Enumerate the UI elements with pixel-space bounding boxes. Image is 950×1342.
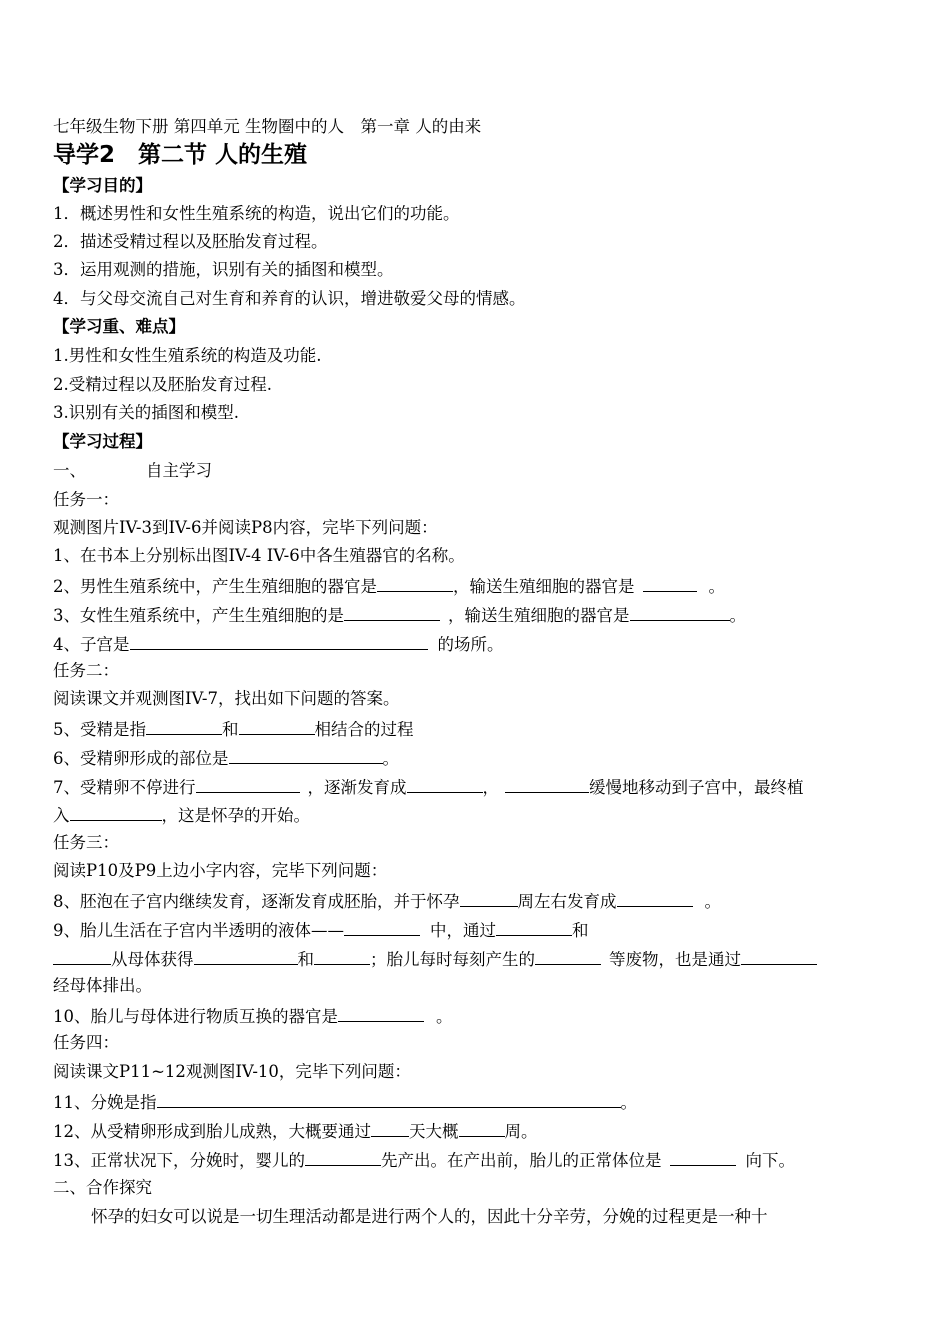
q7-text-d: 缓慢地移动到子宫中，最终植 (589, 778, 804, 797)
q8-text-b: 周左右发育成 (517, 892, 617, 911)
goal-2: 2．描述受精过程以及胚胎发育过程。 (53, 232, 328, 251)
question-12 (53, 1119, 910, 1143)
q9-text-e: 和 (297, 950, 314, 969)
q13-blank-1[interactable] (305, 1148, 381, 1166)
q9-text-b: 中，通过 (430, 921, 496, 940)
q5-text-a: 5、受精是指 (53, 720, 146, 739)
question-6 (53, 746, 910, 770)
q13-text-a: 13、正常状况下，分娩时，婴儿的 (53, 1151, 305, 1170)
question-13 (53, 1148, 910, 1172)
q9-blank-2[interactable] (496, 918, 572, 936)
q3-text-c: 。 (729, 606, 746, 625)
question-7 (53, 775, 910, 799)
q7-blank-4[interactable] (70, 803, 162, 821)
q7-text-c: ， (482, 778, 499, 797)
q2-text-b: ，输送生殖细胞的器官是 (453, 577, 635, 596)
q8-blank-1[interactable] (460, 889, 518, 907)
q10-text-b: 。 (436, 1007, 453, 1026)
q7-blank-1[interactable] (196, 775, 300, 793)
q4-text-b: 的场所。 (437, 635, 504, 654)
goal-3: 3．运用观测的措施，识别有关的插图和模型。 (53, 260, 394, 279)
q9-text-g: 等废物，也是通过 (609, 950, 741, 969)
part-1-number: 一、 (53, 461, 86, 480)
question-11 (53, 1090, 910, 1114)
q9-blank-6[interactable] (535, 947, 601, 965)
q13-text-c: 向下。 (745, 1151, 795, 1170)
question-5 (53, 717, 910, 741)
task-1-intro: 观测图片IV-3到IV-6并阅读P8内容，完毕下列问题： (53, 518, 438, 537)
q7-text-f: ，这是怀孕的开始。 (161, 806, 310, 825)
question-9 (53, 918, 910, 942)
section-key-heading: 【学习重、难点】 (53, 317, 185, 336)
q6-text-a: 6、受精卵形成的部位是 (53, 749, 229, 768)
q9-blank-4[interactable] (194, 947, 298, 965)
q7-text-a: 7、受精卵不停进行 (53, 778, 196, 797)
q12-blank-2[interactable] (459, 1119, 505, 1137)
doc-header: 七年级生物下册 第四单元 生物圈中的人 第一章 人的由来 (53, 117, 482, 136)
q2-blank-2[interactable] (643, 574, 697, 592)
q13-blank-2[interactable] (670, 1148, 736, 1166)
q9-blank-3[interactable] (53, 947, 111, 965)
q3-blank-2[interactable] (630, 603, 730, 621)
question-3 (53, 603, 910, 627)
q8-text-a: 8、胚泡在子宫内继续发育，逐渐发育成胚胎，并于怀孕 (53, 892, 460, 911)
q8-text-c: 。 (704, 892, 721, 911)
part-1-title: 自主学习 (146, 461, 212, 480)
q12-blank-1[interactable] (371, 1119, 409, 1137)
q7-text-e: 入 (53, 806, 70, 825)
q5-blank-2[interactable] (239, 717, 315, 735)
q3-blank-1[interactable] (344, 603, 440, 621)
q8-blank-2[interactable] (617, 889, 693, 907)
task-3-label: 任务三： (53, 833, 119, 852)
q11-text-b: 。 (620, 1093, 637, 1112)
q9-text-d: 从母体获得 (111, 950, 194, 969)
q10-blank-1[interactable] (338, 1004, 424, 1022)
q6-blank-1[interactable] (229, 746, 383, 764)
q5-text-b: 和 (222, 720, 239, 739)
q9-blank-7[interactable] (741, 947, 817, 965)
page-title: 导学2 第二节 人的生殖 (53, 142, 308, 168)
question-1: 1、在书本上分别标出图IV-4 IV-6中各生殖器官的名称。 (53, 546, 465, 565)
q12-text-c: 周。 (504, 1122, 538, 1141)
goal-1: 1．概述男性和女性生殖系统的构造，说出它们的功能。 (53, 204, 460, 223)
q5-blank-1[interactable] (146, 717, 222, 735)
task-4-intro: 阅读课文P11~12观测图IV-10，完毕下列问题： (53, 1062, 411, 1081)
question-9-cont (53, 947, 910, 971)
q9-text-a: 9、胎儿生活在子宫内半透明的液体—— (53, 921, 344, 940)
q3-text-a: 3、女性生殖系统中，产生生殖细胞的是 (53, 606, 344, 625)
q2-text-a: 2、男性生殖系统中，产生生殖细胞的器官是 (53, 577, 377, 596)
part-2-paragraph: 怀孕的妇女可以说是一切生理活动都是进行两个人的，因此十分辛劳，分娩的过程更是一种十 (91, 1207, 768, 1226)
q7-text-b: ，逐渐发育成 (307, 778, 407, 797)
question-9-end: 经母体排出。 (53, 976, 152, 995)
section-goals-heading: 【学习目的】 (53, 176, 152, 195)
task-2-intro: 阅读课文并观测图IV-7，找出如下问题的答案。 (53, 689, 400, 708)
q12-text-b: 天大概 (409, 1122, 459, 1141)
q10-text-a: 10、胎儿与母体进行物质互换的器官是 (53, 1007, 338, 1026)
goal-4: 4．与父母交流自己对生育和养育的认识，增进敬爱父母的情感。 (53, 289, 526, 308)
q2-blank-1[interactable] (377, 574, 453, 592)
key-point-1: 1.男性和女性生殖系统的构造及功能. (53, 346, 322, 365)
q4-blank-1[interactable] (130, 632, 428, 650)
q7-blank-3[interactable] (505, 775, 589, 793)
key-point-3: 3.识别有关的插图和模型. (53, 403, 239, 422)
q5-text-c: 相结合的过程 (314, 720, 414, 739)
q13-text-b: 先产出。在产出前，胎儿的正常体位是 (381, 1151, 662, 1170)
q9-text-c: 和 (572, 921, 589, 940)
question-8 (53, 889, 910, 913)
task-2-label: 任务二： (53, 661, 119, 680)
q9-text-f: ；胎儿每时每刻产生的 (370, 950, 535, 969)
section-process-heading: 【学习过程】 (53, 432, 152, 451)
q11-text-a: 11、分娩是指 (53, 1093, 157, 1112)
q6-text-b: 。 (382, 749, 399, 768)
question-2 (53, 574, 910, 598)
task-1-label: 任务一： (53, 490, 119, 509)
q11-blank-1[interactable] (157, 1090, 621, 1108)
q3-text-b: ，输送生殖细胞的器官是 (448, 606, 630, 625)
q7-blank-2[interactable] (407, 775, 483, 793)
q9-blank-5[interactable] (314, 947, 370, 965)
part-2-heading: 二、合作探究 (53, 1178, 152, 1197)
task-4-label: 任务四： (53, 1033, 119, 1052)
part-1-heading (53, 460, 910, 482)
key-point-2: 2.受精过程以及胚胎发育过程. (53, 375, 272, 394)
q2-text-c: 。 (708, 577, 725, 596)
q4-text-a: 4、子宫是 (53, 635, 130, 654)
question-10 (53, 1004, 910, 1028)
q9-blank-1[interactable] (344, 918, 420, 936)
task-3-intro: 阅读P10及P9上边小字内容，完毕下列问题： (53, 861, 388, 880)
q12-text-a: 12、从受精卵形成到胎儿成熟，大概要通过 (53, 1122, 371, 1141)
question-4 (53, 632, 910, 656)
question-7-cont (53, 803, 910, 827)
